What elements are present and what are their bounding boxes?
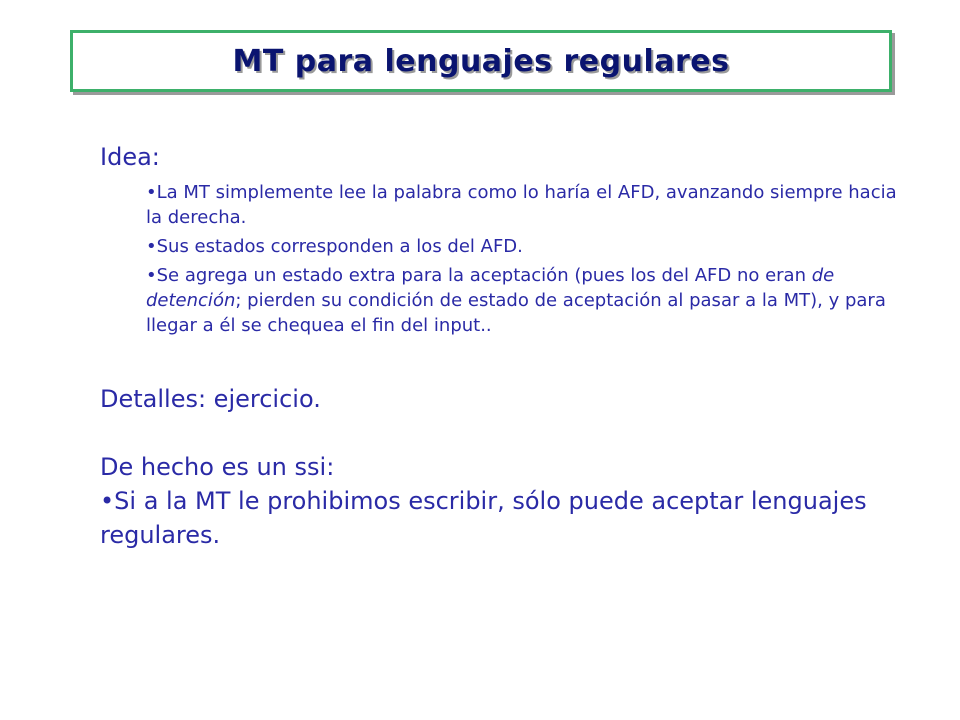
idea-bullet-list [146,180,900,338]
idea-bullet-3-after: ; pierden su condición de estado de aceptación al pasar a la MT), y para llegar a él se chequea el fin del input.. [146,290,886,336]
slide-content [100,140,900,552]
idea-heading: Idea: [100,143,160,171]
slide-title-box [70,30,892,92]
idea-bullet-3 [146,263,900,338]
detalles-line: Detalles: ejercicio. [100,385,321,413]
ssi-bullet: •Si a la MT le prohibimos escribir, sólo puede aceptar lenguajes regulares. [100,487,867,549]
slide-title: MT para lenguajes regulares [232,43,730,79]
idea-bullet-3-before: •Se agrega un estado extra para la aceptación (pues los del AFD no eran [146,265,812,286]
idea-bullet-2: •Sus estados corresponden a los del AFD. [146,236,523,257]
idea-bullet-3-italic: de detención [146,265,835,311]
ssi-heading: De hecho es un ssi: [100,453,335,481]
idea-bullet-1: •La MT simplemente lee la palabra como lo haría el AFD, avanzando siempre hacia la derecha. [146,182,897,228]
